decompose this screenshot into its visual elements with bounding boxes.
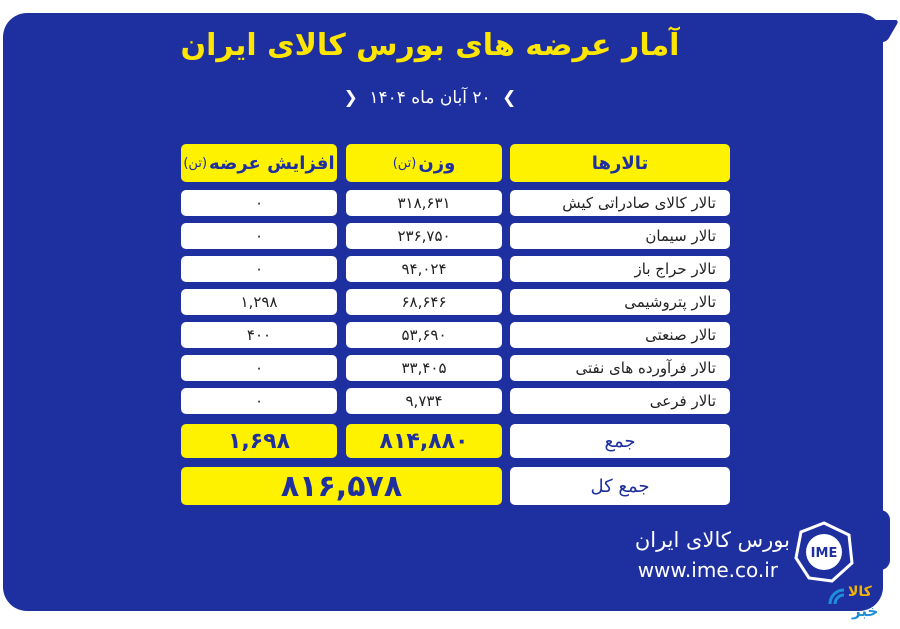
row-hall-name: تالار فرعی xyxy=(510,388,730,414)
chevron-left-icon: ❮ xyxy=(343,88,358,108)
ime-logo-text: IME xyxy=(810,546,838,561)
sum-label: جمع xyxy=(510,424,730,458)
row-increase: ۰ xyxy=(181,223,337,249)
row-increase: ۰ xyxy=(181,256,337,282)
row-weight: ۳۱۸,۶۳۱ xyxy=(346,190,502,216)
row-increase: ۴۰۰ xyxy=(181,322,337,348)
row-increase: ۱,۲۹۸ xyxy=(181,289,337,315)
row-increase: ۰ xyxy=(181,190,337,216)
row-hall-name: تالار حراج باز xyxy=(510,256,730,282)
row-increase: ۰ xyxy=(181,388,337,414)
row-weight: ۶۸,۶۴۶ xyxy=(346,289,502,315)
page-title: آمار عرضه های بورس کالای ایران xyxy=(180,28,680,63)
brand-url: www.ime.co.ir xyxy=(637,558,778,582)
row-weight: ۹,۷۳۴ xyxy=(346,388,502,414)
row-weight: ۲۳۶,۷۵۰ xyxy=(346,223,502,249)
row-weight: ۵۳,۶۹۰ xyxy=(346,322,502,348)
row-hall-name: تالار سیمان xyxy=(510,223,730,249)
header-halls-label: تالارها xyxy=(591,152,649,174)
row-hall-name: تالار پتروشیمی xyxy=(510,289,730,315)
corner-logo-line2: خبر xyxy=(852,602,879,620)
header-increase-label: افزایش عرضه xyxy=(209,152,335,174)
row-weight: ۹۴,۰۲۴ xyxy=(346,256,502,282)
row-increase: ۰ xyxy=(181,355,337,381)
row-hall-name: تالار کالای صادراتی کیش xyxy=(510,190,730,216)
sum-weight: ۸۱۴,۸۸۰ xyxy=(346,424,502,458)
header-increase xyxy=(181,144,337,182)
total-value: ۸۱۶,۵۷۸ xyxy=(181,467,502,505)
header-halls xyxy=(510,144,730,182)
row-weight: ۳۳,۴۰۵ xyxy=(346,355,502,381)
date-text: ۲۰ آبان ماه ۱۴۰۴ xyxy=(369,88,491,108)
total-label: جمع کل xyxy=(510,467,730,505)
kala-khabar-logo xyxy=(826,584,896,624)
header-weight-label: وزن xyxy=(418,152,456,174)
date-line xyxy=(0,88,860,108)
ime-logo-icon xyxy=(792,520,856,584)
row-hall-name: تالار فرآورده های نفتی xyxy=(510,355,730,381)
header-increase-unit: (تن) xyxy=(183,155,208,171)
row-hall-name: تالار صنعتی xyxy=(510,322,730,348)
chevron-right-icon: ❯ xyxy=(502,88,517,108)
sum-increase: ۱,۶۹۸ xyxy=(181,424,337,458)
corner-logo-line1: کالا xyxy=(848,584,872,600)
brand-name: بورس کالای ایران xyxy=(634,528,790,552)
header-weight-unit: (تن) xyxy=(392,155,417,171)
card-side-tab xyxy=(858,510,890,570)
header-weight xyxy=(346,144,502,182)
